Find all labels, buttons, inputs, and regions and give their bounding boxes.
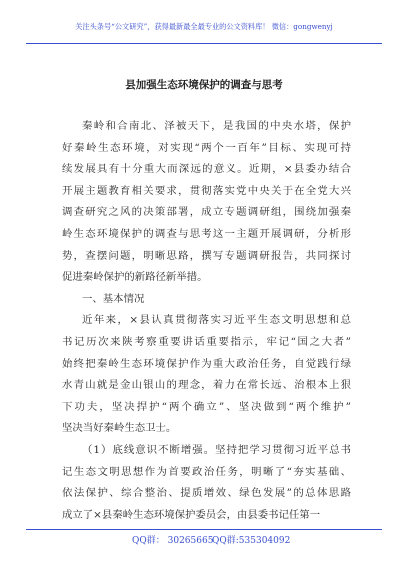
body-line: 坚决当好秦岭生态卫士。 xyxy=(62,422,177,435)
body-line: 成立了×县秦岭生态环境保护委员会，由县委书记任第一 xyxy=(62,508,321,521)
body-line: 一、基本情况 xyxy=(82,292,145,305)
body-line: （1）底线意识不断增强。坚持把学习贯彻习近平总书 xyxy=(82,443,351,456)
body-line: 依法保护、综合整治、提质增效、绿色发展”的总体思路 xyxy=(62,487,351,500)
body-line: 岭生态环境保护的调查与思考这一主题开展调研，分析形 xyxy=(62,227,351,240)
footer-divider xyxy=(26,529,382,530)
document-title: 县加强生态环境保护的调查与思考 xyxy=(125,79,283,91)
body-line: 记生态文明思想作为首要政治任务，明晰了“夯实基础、 xyxy=(62,465,351,478)
footer-qq-group-1: QQ群： 30265665 xyxy=(132,536,214,546)
body-line: 近年来，×县认真贯彻落实习近平生态文明思想和总 xyxy=(82,314,351,327)
body-line: 水青山就是金山银山的理念，着力在常长远、治根本上狠 xyxy=(62,379,351,392)
body-line: 始终把秦岭生态环境保护作为重大政治任务，自觉践行绿 xyxy=(62,357,351,370)
body-line: 势，查摆问题，明晰思路，撰写专题调研报告，共同探讨 xyxy=(62,249,351,262)
body-line: 好秦岭生态环境，对实现“两个一百年”目标、实现可持 xyxy=(62,141,351,154)
body-line: 下功夫，坚决捍护“两个确立”、坚决做到“两个维护” xyxy=(62,400,351,413)
header-divider xyxy=(26,43,382,44)
body-line: 调查研究之风的决策部署，成立专题调研组，围绕加强秦 xyxy=(62,206,351,219)
header-banner: 关注头条号“公文研究”，获得最新最全最专业的公文资料库！ 微信：gongwenyj xyxy=(75,22,333,31)
body-line: 书记历次来陕考察重要讲话重要指示，牢记“国之大者” xyxy=(62,335,351,348)
body-line: 秦岭和合南北、泽被天下，是我国的中央水塔，保护 xyxy=(82,120,351,132)
body-line: 续发展具有十分重大而深远的意义。近期，×县委办结合 xyxy=(62,163,351,176)
body-line: 开展主题教育相关要求，贯彻落实党中央关于在全党大兴 xyxy=(62,184,351,197)
footer-qq-group-2: QQ群:535304092 xyxy=(212,536,291,546)
body-line: 促进秦岭保护的新路径新举措。 xyxy=(62,271,208,284)
document-body xyxy=(62,116,351,526)
